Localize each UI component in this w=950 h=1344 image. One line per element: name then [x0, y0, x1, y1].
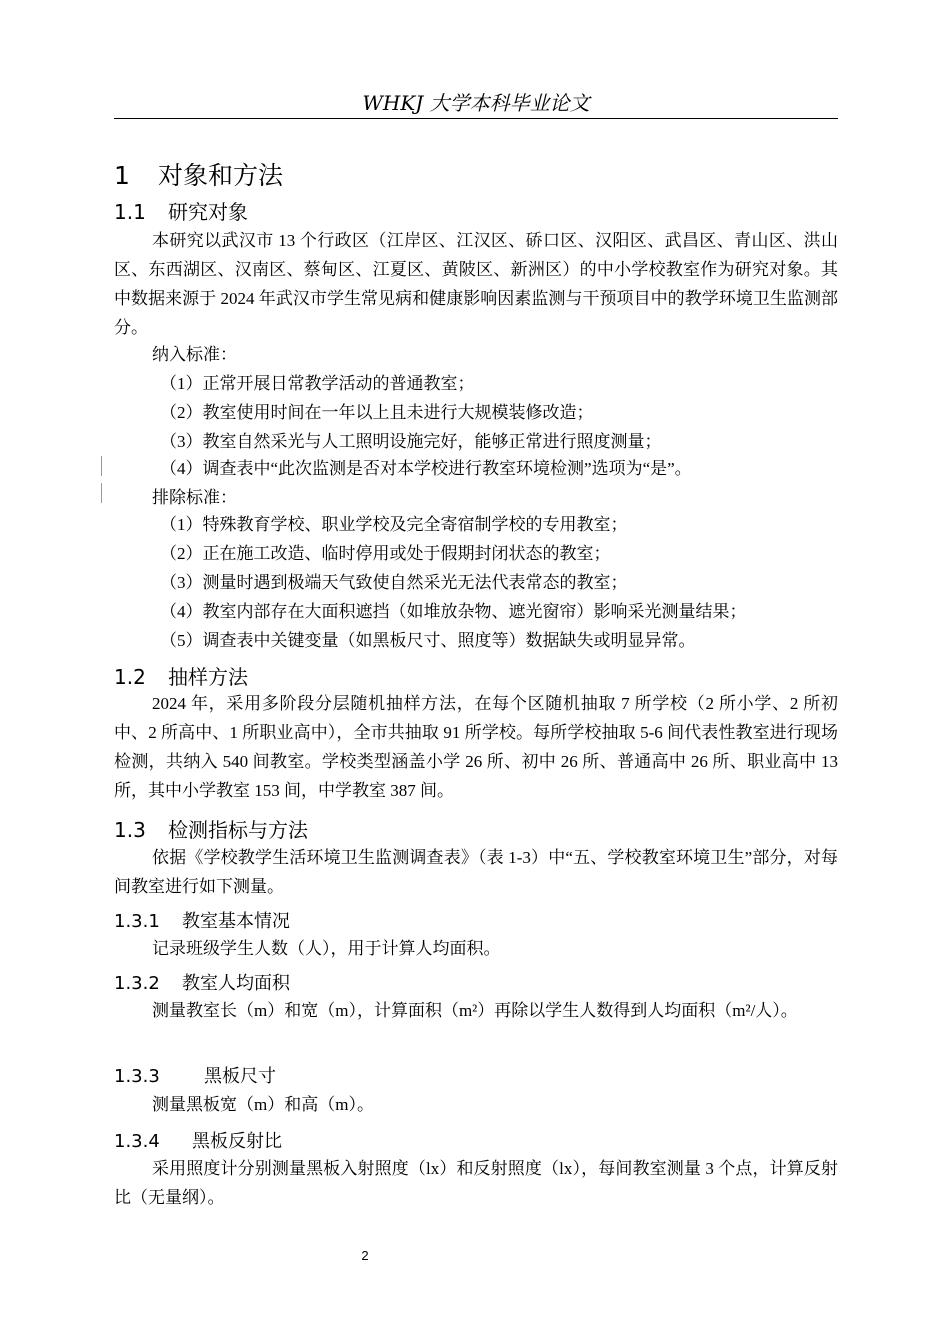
- exclusion-label: 排除标准：: [152, 488, 237, 507]
- heading-title: 黑板反射比: [192, 1131, 282, 1152]
- page-header: WHKJ 大学本科毕业论文: [114, 88, 838, 119]
- exclusion-item: （5）调查表中关键变量（如黑板尺寸、照度等）数据缺失或明显异常。: [160, 631, 696, 650]
- exclusion-item: （2）正在施工改造、临时停用或处于假期封闭状态的教室；: [160, 544, 611, 563]
- heading-1-2: [114, 661, 248, 690]
- paragraph-reflectance: 采用照度计分别测量黑板入射照度（lx）和反射照度（lx），每间教室测量 3 个点，计算反射比（无量纲）。: [114, 1159, 838, 1207]
- paragraph-indicators: 依据《学校教学生活环境卫生监测调查表》（表 1-3）中“五、学校教室环境卫生”部分，对每间教室进行如下测量。: [114, 848, 838, 896]
- heading-title: 检测指标与方法: [168, 818, 308, 842]
- inclusion-label: 纳入标准：: [152, 345, 237, 364]
- heading-1-3-4: [114, 1127, 282, 1153]
- heading-title: 抽样方法: [168, 665, 248, 689]
- heading-number: 1.3.4: [114, 1131, 160, 1152]
- inclusion-item: （4）调查表中“此次监测是否对本学校进行教室环境检测”选项为“是”。: [160, 459, 692, 478]
- heading-1-3-1: [114, 907, 290, 933]
- heading-number: 1.1: [114, 200, 146, 224]
- paragraph-blackboard-size: 测量黑板宽（m）和高（m）。: [152, 1095, 374, 1114]
- heading-number: 1.3.2: [114, 973, 160, 994]
- section-number: 1: [114, 161, 130, 190]
- heading-number: 1.3: [114, 818, 146, 842]
- paragraph-research-object: 本研究以武汉市 13 个行政区（江岸区、江汉区、硚口区、汉阳区、武昌区、青山区、洪山区、东西湖区、汉南区、蔡甸区、江夏区、黄陂区、新洲区）的中小学校教室作为研究对象。其中数据来源于 2024 年武汉市学生常见病和健康影响因素监测与干预项目中的教学环境卫生监测部分。: [114, 231, 838, 337]
- section-title: 对象和方法: [158, 161, 284, 190]
- paragraph-sampling: 2024 年，采用多阶段分层随机抽样方法，在每个区随机抽取 7 所学校（2 所小学、2 所初中、2 所高中、1 所职业高中），全市共抽取 91 所学校。每所学校抽取 5-6 间代表性教室进行现场检测，共纳入 540 间教室。学校类型涵盖小学 26 所、初中 26 所、普通高中 26 所、职业高中 13 所，其中小学教室 153 间，中学教室 387 间。: [114, 694, 838, 800]
- heading-title: 黑板尺寸: [204, 1066, 276, 1087]
- heading-title: 教室基本情况: [182, 911, 290, 932]
- revision-marker: [101, 456, 102, 476]
- paragraph-area: 测量教室长（m）和宽（m），计算面积（m²）再除以学生人数得到人均面积（m²/人）。: [152, 1001, 798, 1020]
- exclusion-item: （4）教室内部存在大面积遮挡（如堆放杂物、遮光窗帘）影响采光测量结果；: [160, 602, 747, 621]
- inclusion-item: （1）正常开展日常教学活动的普通教室；: [160, 374, 475, 393]
- heading-1-1: [114, 196, 248, 225]
- section-heading-1: [114, 156, 283, 192]
- heading-number: 1.3.1: [114, 911, 160, 932]
- page-number: 2: [361, 1248, 369, 1263]
- heading-number: 1.3.3: [114, 1066, 160, 1087]
- paragraph-basic-info: 记录班级学生人数（人），用于计算人均面积。: [152, 939, 501, 958]
- inclusion-item: （3）教室自然采光与人工照明设施完好，能够正常进行照度测量；: [160, 432, 662, 451]
- exclusion-item: （3）测量时遇到极端天气致使自然采光无法代表常态的教室；: [160, 573, 628, 592]
- heading-1-3-2: [114, 969, 290, 995]
- inclusion-item: （2）教室使用时间在一年以上且未进行大规模装修改造；: [160, 403, 594, 422]
- heading-1-3: [114, 814, 308, 843]
- exclusion-item: （1）特殊教育学校、职业学校及完全寄宿制学校的专用教室；: [160, 515, 628, 534]
- heading-number: 1.2: [114, 665, 146, 689]
- heading-title: 教室人均面积: [182, 973, 290, 994]
- heading-1-3-3: [114, 1062, 276, 1088]
- heading-title: 研究对象: [168, 200, 248, 224]
- revision-marker: [101, 483, 102, 503]
